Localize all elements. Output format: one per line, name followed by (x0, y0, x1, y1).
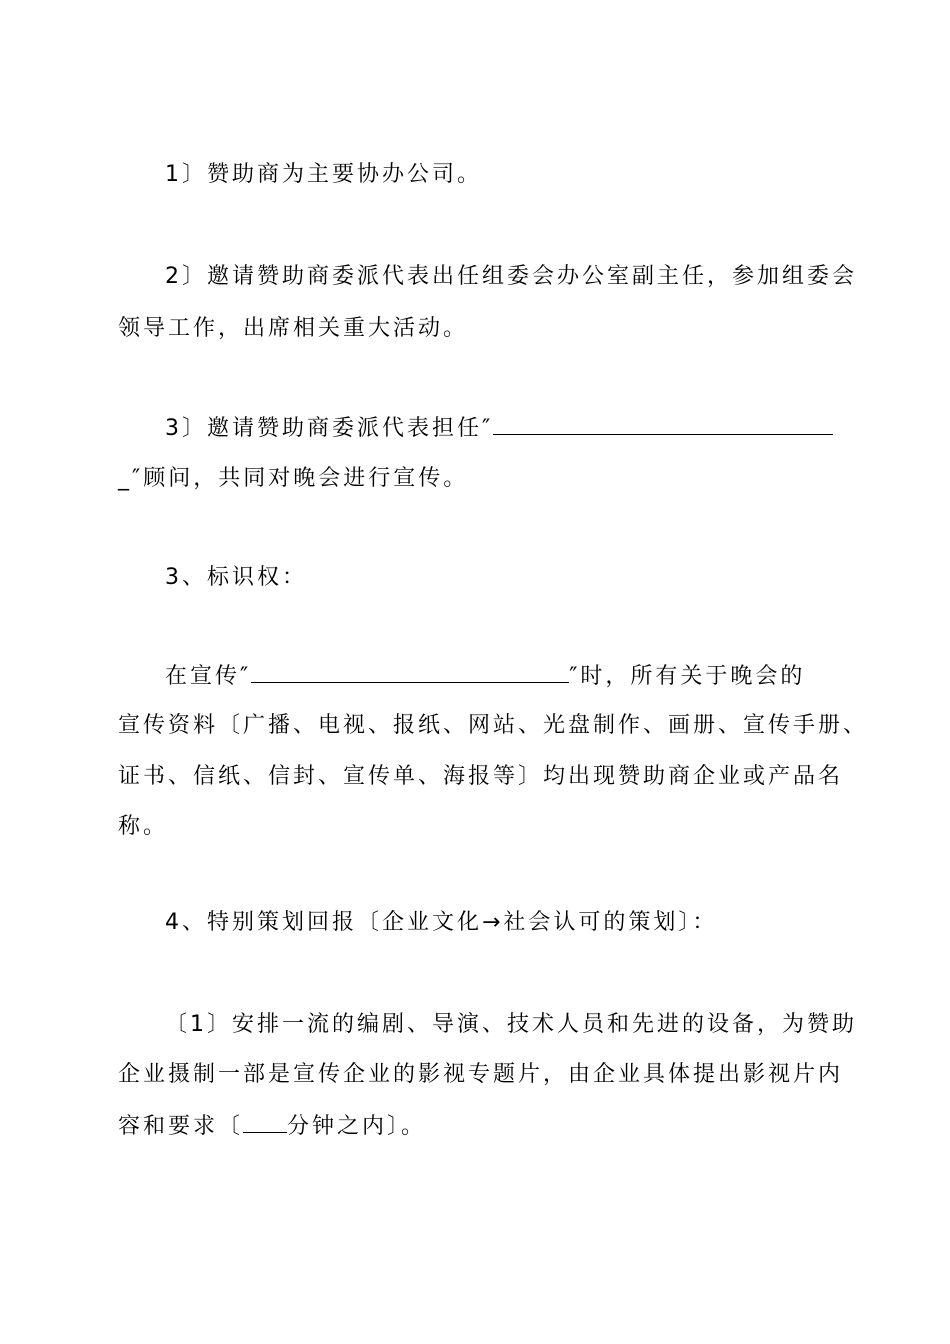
item-3-line-2-start: _ (118, 466, 132, 491)
section-3-heading: 3、标识权： (165, 565, 307, 590)
fill-in-blank (493, 412, 833, 435)
section-4-line-2: 企业摄制一部是宣传企业的影视专题片，由企业具体提出影视片内 (118, 1062, 844, 1087)
item-2-line-1: 2〕邀请赞助商委派代表出任组委会办公室副主任，参加组委会 (165, 264, 857, 289)
section-4-line-3-prefix: 容和要求〔 (118, 1114, 244, 1139)
item-3-line-2-text: ″顾问，共同对晚会进行宣传。 (132, 466, 469, 491)
section-4-line-3-suffix: 分钟之内〕。 (287, 1114, 427, 1139)
item-1: 1〕赞助商为主要协办公司。 (165, 162, 482, 187)
fill-in-blank (243, 1110, 287, 1133)
item-2-line-2: 领导工作，出席相关重大活动。 (118, 316, 469, 341)
section-3-line-3: 证书、信纸、信封、宣传单、海报等〕均出现赞助商企业或产品名 (118, 764, 844, 789)
section-4-heading: 4、特别策划回报〔企业文化→社会认可的策划〕： (165, 910, 718, 935)
section-3-suffix: ″时，所有关于晚会的 (569, 664, 806, 689)
section-4-line-1: 〔1〕安排一流的编剧、导演、技术人员和先进的设备，为赞助 (165, 1012, 857, 1037)
section-4-line-3 (118, 1110, 426, 1142)
section-3-prefix: 在宣传″ (165, 664, 252, 689)
section-3-line-2: 宣传资料〔广播、电视、报纸、网站、光盘制作、画册、宣传手册、 (118, 713, 869, 738)
fill-in-blank (251, 660, 569, 683)
item-3-prefix: 3〕邀请赞助商委派代表担任″ (165, 416, 494, 441)
item-3-line-2 (118, 464, 468, 494)
section-3-line-4: 称。 (118, 814, 169, 839)
section-3-line-1 (165, 660, 805, 692)
item-3-line-1 (165, 412, 833, 444)
